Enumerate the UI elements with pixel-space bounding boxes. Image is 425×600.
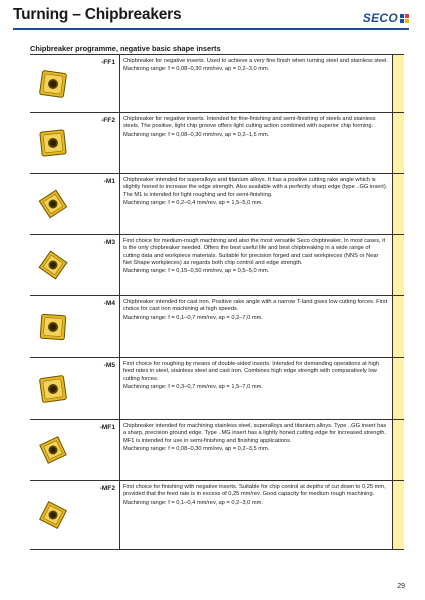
logo-mark-icon — [400, 14, 409, 23]
chipbreaker-description-cell — [119, 420, 392, 480]
chipbreaker-description: Chipbreaker intended for superalloys and titanium alloys. It has a positive cutting rake angle which is slightly honed to increase the edge strength. Also available with a perfectly sharp edge (type ..GG insert). The M1 is intended for light roughing and for semi-finishing. — [123, 177, 388, 198]
insert-m5-icon — [36, 372, 70, 406]
table-row — [30, 113, 404, 174]
insert-image-cell — [30, 296, 76, 357]
table-row — [30, 235, 404, 296]
chipbreaker-code: -M3 — [103, 239, 115, 246]
chipbreaker-code: -MF1 — [99, 424, 115, 431]
chipbreaker-description-cell — [119, 55, 392, 112]
chipbreaker-table — [30, 54, 404, 550]
table-row — [30, 55, 404, 113]
machining-range: Machining range: f = 0,3–0,7 mm/rev, ap = 1,5–7,0 mm. — [123, 383, 263, 390]
table-row — [30, 420, 404, 481]
chipbreaker-description: First choice for roughing by means of double-sided inserts. Intended for demanding operations at high feed rates in steel, stainless steel and cast iron. Combines high edge strength with comparatively low cutting forces. — [123, 361, 380, 382]
machining-range: Machining range: f = 0,08–0,30 mm/rev, ap = 0,2–3,5 mm. — [123, 445, 270, 452]
machining-range: Machining range: f = 0,08–0,30 mm/rev, ap = 0,2–1,5 mm. — [123, 131, 270, 138]
chipbreaker-description: First choice for finishing with negative inserts. Suitable for chip control at depths of cut down to 0,25 mm, provided that the feed rate is in excess of 0,25 mm/rev. Good capacity for medium rough machining. — [123, 484, 386, 498]
machining-range: Machining range: f = 0,1–0,7 mm/rev, ap = 0,2–7,0 mm. — [123, 314, 263, 321]
chipbreaker-description: Chipbreaker for negative inserts. Used to achieve a very fine finish when turning steel and stainless steel. — [123, 58, 388, 64]
side-tab — [392, 296, 404, 357]
machining-range: Machining range: f = 0,15–0,50 mm/rev, ap = 0,5–5,0 mm. — [123, 268, 270, 275]
insert-image-cell — [30, 358, 76, 419]
side-tab — [392, 358, 404, 419]
chipbreaker-description: Chipbreaker intended for cast iron. Positive rake angle with a narrow T-land gives low cutting forces. First choice for cast iron machining at high speeds. — [123, 299, 388, 313]
chipbreaker-code: -FF2 — [101, 117, 115, 124]
logo-text: SECO — [362, 11, 398, 25]
chipbreaker-description: Chipbreaker intended for machining stainless steel, superalloys and titanium alloys. Type ..GG insert has a sharp, precision ground edge. Type ..MG insert has a lightly honed cutting edge for increased strength. MF1 is intended for use in semi-finishing and finishing applications. — [123, 423, 387, 444]
chipbreaker-description: First choice for medium-rough machining and also the most versatile Seco chipbreaker. In most cases, it is the only chipbreaker needed. Offers the best useful life and best chipbreaking in a wide range of cutting data and workpiece materials. Suitable for precision forged and cast workpieces (NNS or Near Net Shape workpieces) as regards both chip control and edge strength. — [123, 238, 386, 266]
insert-image-cell — [30, 481, 76, 549]
page-number: 29 — [397, 583, 405, 590]
chipbreaker-code: -M5 — [103, 362, 115, 369]
side-tab — [392, 174, 404, 234]
chipbreaker-description-cell — [119, 358, 392, 419]
chipbreaker-description-cell — [119, 113, 392, 173]
insert-m1-icon — [36, 187, 70, 221]
chipbreaker-code: -MF2 — [99, 485, 115, 492]
chipbreaker-code: -M1 — [103, 178, 115, 185]
chipbreaker-code: -FF1 — [101, 59, 115, 66]
chipbreaker-description-cell — [119, 235, 392, 295]
table-row — [30, 358, 404, 420]
machining-range: Machining range: f = 0,08–0,30 mm/rev, ap = 0,2–3,0 mm. — [123, 66, 270, 73]
section-subtitle: Chipbreaker programme, negative basic shape inserts — [30, 44, 221, 53]
insert-mf2-icon — [36, 498, 70, 532]
side-tab — [392, 420, 404, 480]
insert-ff1-icon — [36, 67, 70, 101]
side-tab — [392, 481, 404, 549]
chipbreaker-description: Chipbreaker for negative inserts. Intended for fine-finishing and semi-finishing of steels and stainless steels. The positive, light chip groove offers light cutting action combined with superior chip forming. — [123, 116, 376, 130]
side-tab — [392, 55, 404, 112]
insert-image-cell — [30, 174, 76, 234]
table-row — [30, 481, 404, 550]
insert-m3-icon — [36, 248, 70, 282]
table-row — [30, 174, 404, 235]
machining-range: Machining range: f = 0,1–0,4 mm/rev, ap = 0,2–3,0 mm. — [123, 499, 263, 506]
insert-m4-icon — [36, 310, 70, 344]
seco-logo — [363, 11, 409, 25]
chipbreaker-code: -M4 — [103, 300, 115, 307]
insert-mf1-icon — [36, 433, 70, 467]
insert-image-cell — [30, 235, 76, 295]
insert-ff2-icon — [36, 126, 70, 160]
chipbreaker-description-cell — [119, 174, 392, 234]
side-tab — [392, 113, 404, 173]
table-row — [30, 296, 404, 358]
chipbreaker-description-cell — [119, 296, 392, 357]
machining-range: Machining range: f = 0,2–0,4 mm/rev, ap = 1,5–5,0 mm. — [123, 199, 263, 206]
insert-image-cell — [30, 113, 76, 173]
header-rule — [13, 28, 409, 30]
insert-image-cell — [30, 55, 76, 112]
page-title: Turning – Chipbreakers — [13, 6, 182, 23]
insert-image-cell — [30, 420, 76, 480]
side-tab — [392, 235, 404, 295]
chipbreaker-description-cell — [119, 481, 392, 549]
